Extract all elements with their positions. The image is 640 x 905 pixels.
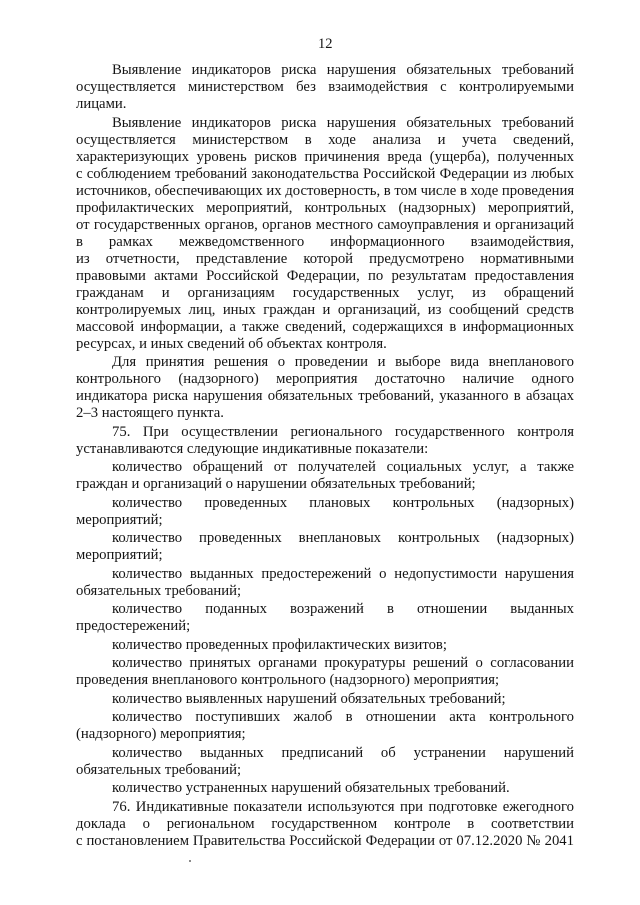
unscheduled-inspection-paragraph <box>76 354 574 422</box>
indicator-item <box>76 495 574 529</box>
text-line: контролируемых лиц, иных граждан и организаций, из сообщений средств <box>76 301 574 318</box>
indicator-item <box>76 780 574 797</box>
text-line: (надзорного) мероприятия; <box>76 726 246 742</box>
text-line: массовой информации, а также сведений, содержащихся в информационных <box>76 318 574 335</box>
text-line: с постановлением Правительства Российской Федерации от 07.12.2020 № 2041 <box>76 832 574 849</box>
text-line: правовыми актами Российской Федерации, по результатам предоставления <box>76 267 574 284</box>
indicator-item <box>76 601 574 635</box>
text-line: осуществляется министерством в ходе анализа и учета сведений, <box>76 131 574 148</box>
text-line: граждан и организаций о нарушении обязательных требований; <box>76 476 476 492</box>
text-line: количество проведенных профилактических визитов; <box>112 636 447 653</box>
indicator-item <box>76 655 574 689</box>
clause-75-intro <box>76 424 574 458</box>
text-line: в рамках межведомственного информационного взаимодействия, <box>76 233 574 250</box>
indicator-item <box>76 530 574 564</box>
indicator-item <box>76 637 574 654</box>
text-line: мероприятий; <box>76 547 163 563</box>
text-line: предостережений; <box>76 618 191 634</box>
risk-indicator-paragraph <box>76 62 574 113</box>
text-line: 2–3 настоящего пункта. <box>76 405 224 421</box>
indicator-item <box>76 459 574 493</box>
text-line: количество проведенных внеплановых контрольных (надзорных) <box>112 530 574 546</box>
risk-indicator-sources-paragraph <box>76 115 574 353</box>
text-line: 75. При осуществлении регионального государственного контроля <box>112 423 574 440</box>
text-line: количество обращений от получателей социальных услуг, а также <box>112 459 574 475</box>
scan-speck <box>189 860 191 862</box>
indicator-item <box>76 566 574 600</box>
text-line: мероприятий; <box>76 511 163 528</box>
text-line: количество проведенных плановых контрольных (надзорных) <box>112 494 574 511</box>
text-line: 76. Индикативные показатели используются при подготовке ежегодного <box>112 798 574 815</box>
text-line: обязательных требований; <box>76 582 242 599</box>
text-line: контрольного (надзорного) мероприятия достаточно наличие одного <box>76 371 574 387</box>
text-line: количество устраненных нарушений обязательных требований. <box>112 780 510 796</box>
text-line: Для принятия решения о проведении и выборе вида внепланового <box>112 354 574 370</box>
text-line: с соблюдением требований законодательства Российской Федерации из любых <box>76 165 574 182</box>
text-line: количество поданных возражений в отношении выданных <box>112 601 574 617</box>
text-line: количество принятых органами прокуратуры решений о согласовании <box>112 655 574 671</box>
text-line: гражданам и организациям государственных услуг, из обращений <box>76 284 574 301</box>
text-line: лицами. <box>76 96 127 112</box>
text-line: доклада о региональном государственном контроле в соответствии <box>76 815 574 832</box>
text-line: проведения внепланового контрольного (надзорного) мероприятия; <box>76 672 500 688</box>
text-line: профилактических мероприятий, контрольных (надзорных) мероприятий, <box>76 199 574 216</box>
text-line: количество выявленных нарушений обязательных требований; <box>112 690 506 707</box>
text-line: Выявление индикаторов риска нарушения обязательных требований <box>112 114 574 131</box>
text-line: количество выданных предостережений о недопустимости нарушения <box>112 565 574 582</box>
page-number: 12 <box>318 36 333 52</box>
indicator-item <box>76 745 574 779</box>
indicator-item <box>76 691 574 708</box>
text-line: обязательных требований; <box>76 761 242 778</box>
text-line: устанавливаются следующие индикативные показатели: <box>76 440 429 457</box>
text-line: количество выданных предписаний об устранении нарушений <box>112 744 574 761</box>
document-body <box>76 62 574 850</box>
text-line: осуществляется министерством без взаимодействия с контролируемыми <box>76 79 574 95</box>
clause-76 <box>76 799 574 850</box>
indicator-item <box>76 709 574 743</box>
text-line: ресурсах, и иных сведений об объектах контроля. <box>76 335 387 352</box>
text-line: источников, обеспечивающих их достоверность, в том числе в ходе проведения <box>76 182 575 199</box>
text-line: из отчетности, представление которой предусмотрено нормативными <box>76 250 574 267</box>
text-line: от государственных органов, органов местного самоуправления и организаций <box>76 216 574 233</box>
text-line: количество поступивших жалоб в отношении акта контрольного <box>112 709 574 725</box>
text-line: Выявление индикаторов риска нарушения обязательных требований <box>112 62 574 78</box>
text-line: характеризующих уровень рисков причинения вреда (ущерба), полученных <box>76 148 574 165</box>
text-line: индикатора риска нарушения обязательных требований, указанного в абзацах <box>76 388 574 404</box>
